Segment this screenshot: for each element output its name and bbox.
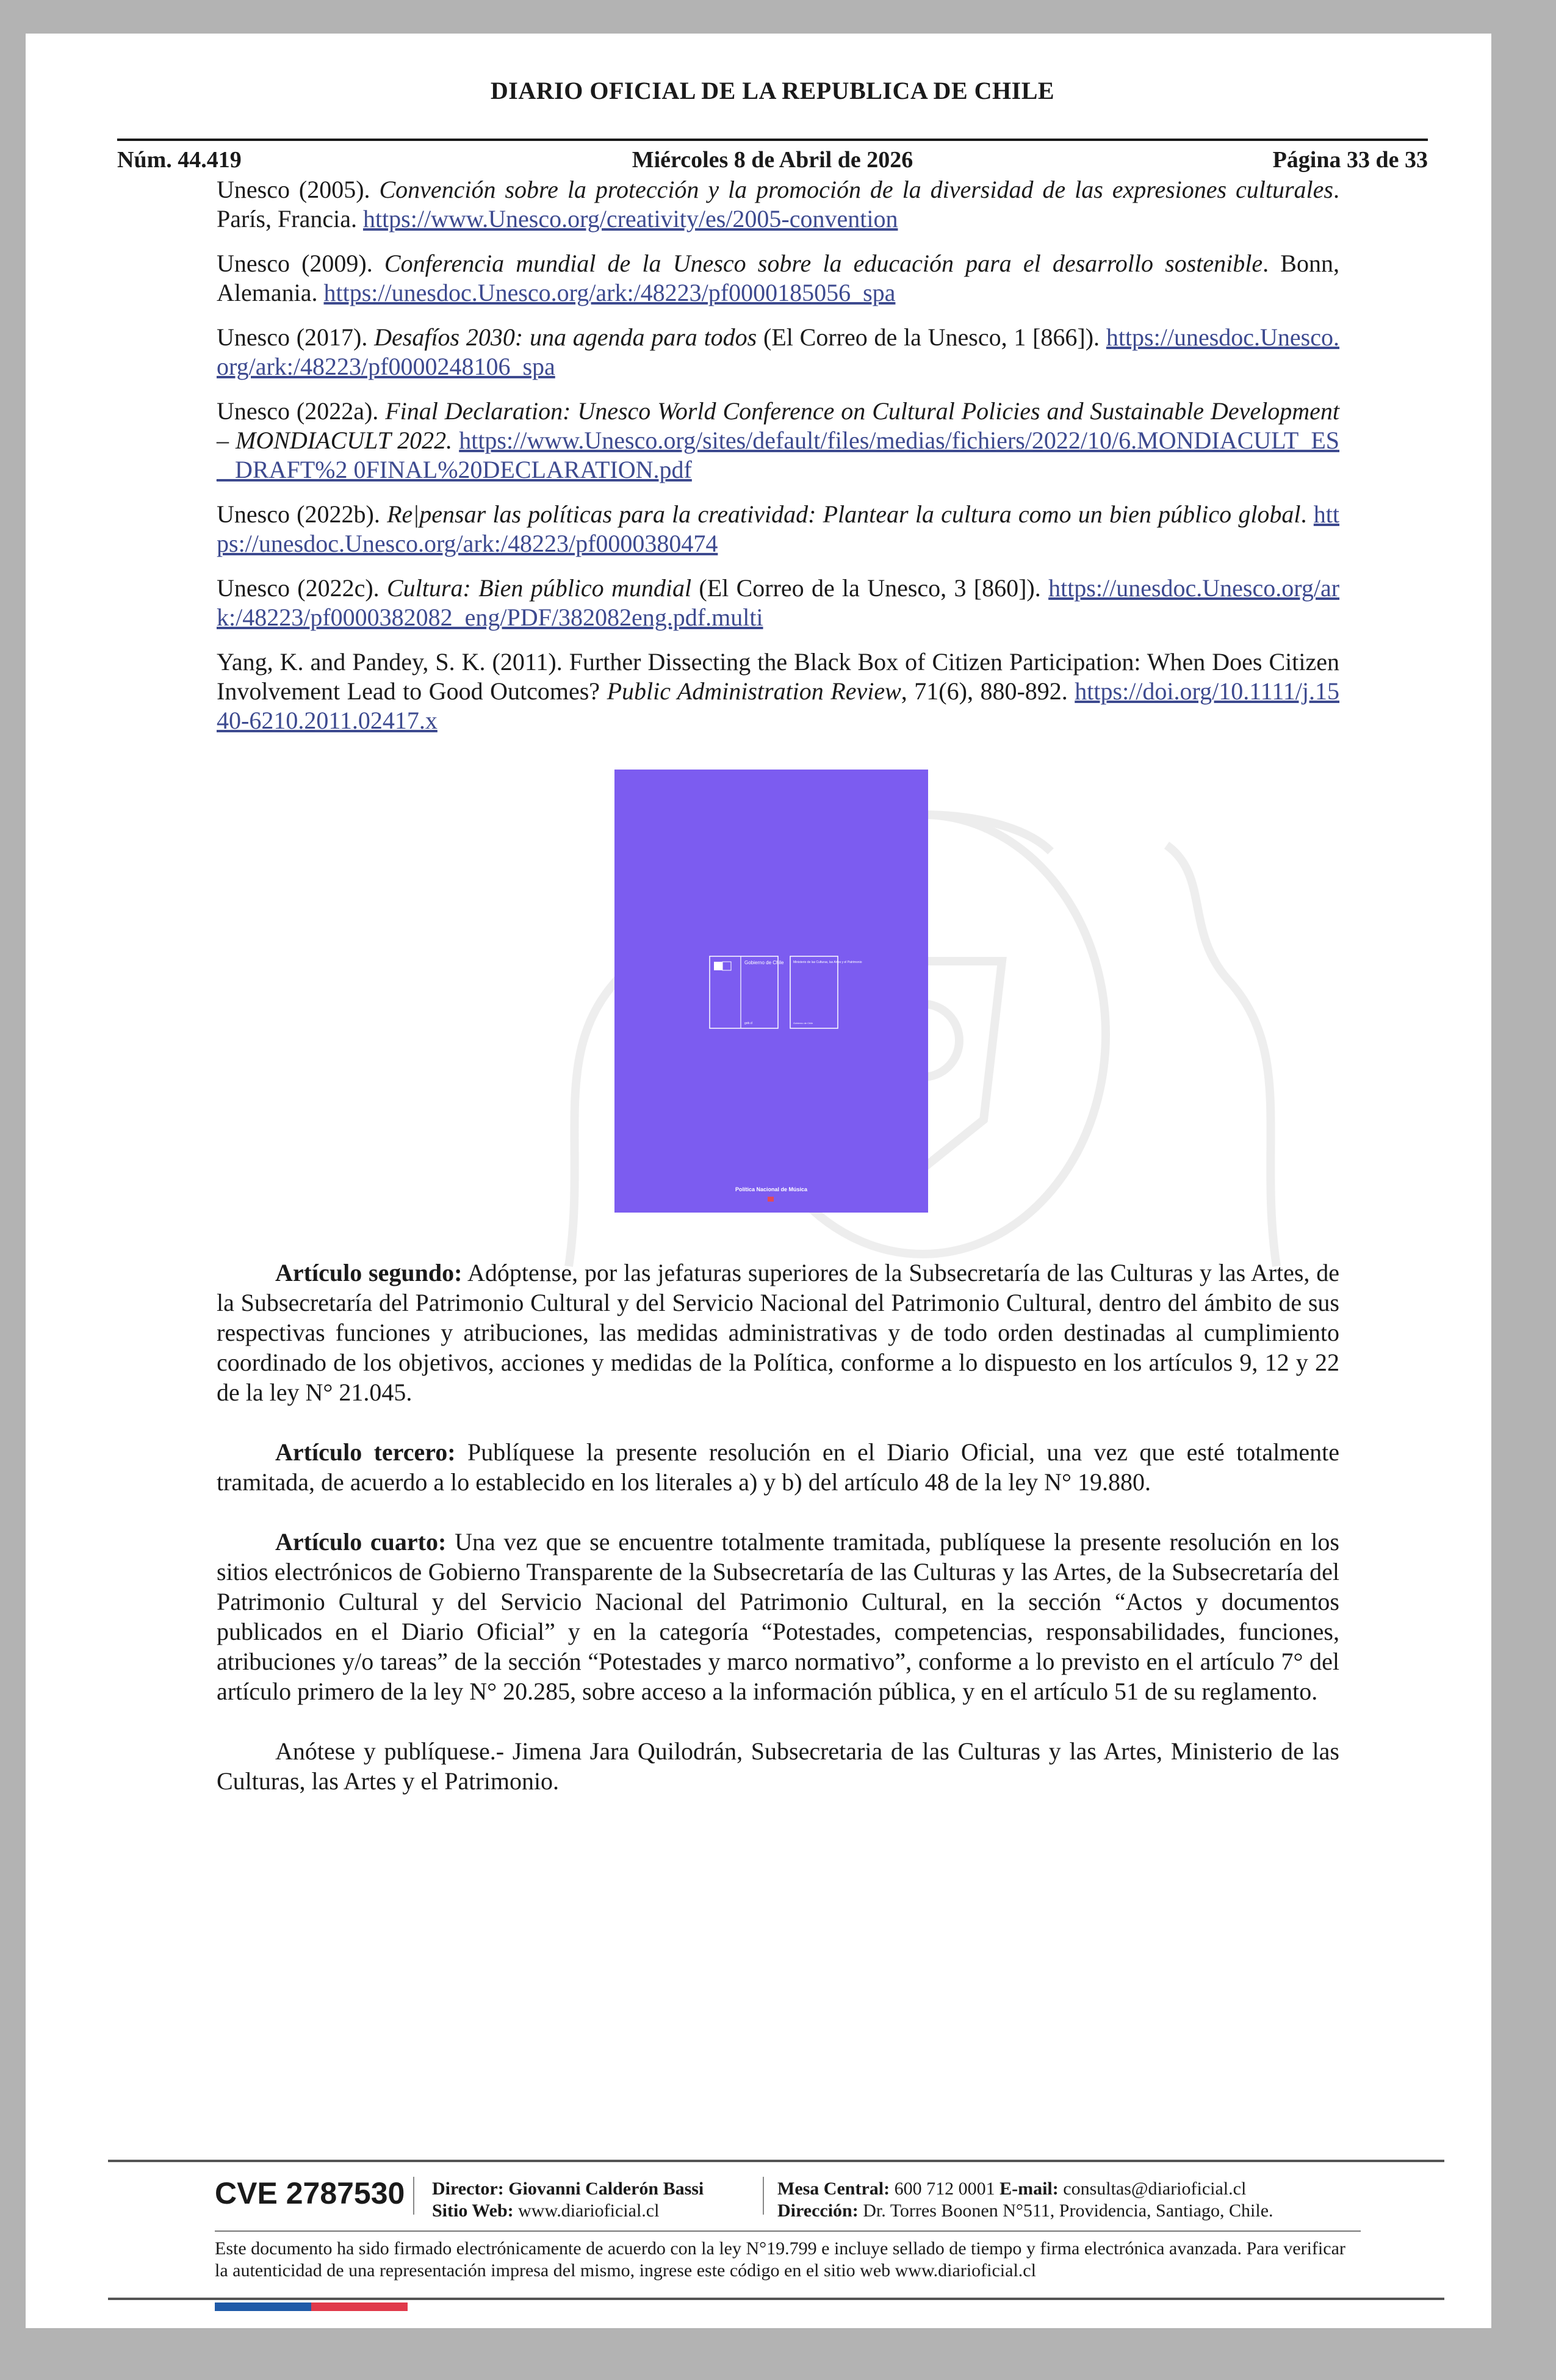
reference-lead: Unesco (2022a). bbox=[217, 397, 386, 425]
director-name: Giovanni Calderón Bassi bbox=[503, 2179, 704, 2199]
reference-item bbox=[217, 323, 1339, 381]
issue-number: Núm. 44.419 bbox=[117, 147, 242, 173]
reference-lead: Unesco (2005). bbox=[217, 176, 380, 203]
reference-link[interactable]: https://unesdoc.Unesco.org/ark:/48223/pf0000248106_spa bbox=[217, 323, 1339, 380]
reference-link[interactable]: https://unesdoc.Unesco.org/ark:/48223/pf0000185056_spa bbox=[323, 279, 896, 306]
reference-item bbox=[217, 175, 1339, 234]
reference-lead: Unesco (2009). bbox=[217, 250, 384, 277]
issue-date: Miércoles 8 de Abril de 2026 bbox=[632, 147, 913, 173]
reference-details: (El Correo de la Unesco, 1 [866]). bbox=[757, 323, 1106, 351]
reference-details: , 71(6), 880-892. bbox=[901, 677, 1075, 705]
reference-title: Cultura: Bien público mundial bbox=[386, 574, 692, 602]
website-value[interactable]: www.diarioficial.cl bbox=[513, 2201, 660, 2221]
article-heading: Artículo segundo: bbox=[275, 1259, 463, 1286]
cover-title: Política Nacional de Música bbox=[735, 1186, 808, 1192]
page-number: Página 33 de 33 bbox=[1272, 147, 1428, 173]
reference-item bbox=[217, 397, 1339, 485]
footer-divider-mid bbox=[215, 2230, 1361, 2232]
website-label: Sitio Web: bbox=[432, 2201, 514, 2221]
article-paragraph bbox=[217, 1258, 1339, 1407]
reference-link[interactable]: https://doi.org/10.1111/j.1540-6210.2011.02417.x bbox=[217, 677, 1340, 734]
reference-title: Final Declaration: Unesco World Conference on Cultural Policies and Sustainable Development – MONDIACULT 2022. bbox=[217, 397, 1339, 454]
government-logo-icon bbox=[709, 956, 862, 1029]
reference-lead: Unesco (2017). bbox=[217, 323, 375, 351]
reference-details: . París, Francia. bbox=[217, 176, 1339, 233]
footer-separator bbox=[413, 2177, 414, 2215]
header-divider bbox=[117, 139, 1428, 141]
article-body: Adóptense, por las jefaturas superiores de la Subsecretaría de las Culturas y las Artes, de la Subsecretaría del Patrimonio Cultural y del Servicio Nacional del Patrimonio Cultural, dentro del ámbito de sus respectivas funciones y atribuciones, las medidas administrativas y de todo orden destinadas al cumplimiento coordinado de los objetivos, acciones y medidas de la Política, conforme a lo dispuesto en los artículos 9, 12 y 22 de la ley N° 21.045. bbox=[217, 1259, 1339, 1406]
reference-item bbox=[217, 647, 1339, 735]
reference-link[interactable]: https://unesdoc.Unesco.org/ark:/48223/pf0000382082_eng/PDF/382082eng.pdf.multi bbox=[217, 574, 1340, 631]
reference-item bbox=[217, 574, 1339, 632]
flag-stripe-blue bbox=[215, 2302, 311, 2311]
reference-link[interactable]: https://www.Unesco.org/creativity/es/2005-convention bbox=[362, 205, 898, 233]
footer-divider-bottom bbox=[108, 2298, 1444, 2300]
reference-lead: Unesco (2022c). bbox=[217, 574, 387, 602]
cover-logo-right-small: Gobierno de Chile bbox=[793, 1022, 813, 1025]
reference-link[interactable]: https://www.Unesco.org/sites/default/files/medias/fichiers/2022/10/6.MONDIACULT_ES_ DRAFT%2 0FINAL%20DECLARATION.pdf bbox=[217, 427, 1340, 483]
page-header bbox=[117, 76, 1428, 180]
reference-details: . Bonn, Alemania. bbox=[217, 250, 1339, 306]
reference-details: . bbox=[1300, 500, 1314, 528]
flag-stripe-red bbox=[311, 2302, 408, 2311]
reference-title: Conferencia mundial de la Unesco sobre la educación para el desarrollo sostenible bbox=[384, 250, 1263, 277]
reference-title: Public Administration Review bbox=[607, 677, 901, 705]
address-value: Dr. Torres Boonen N°511, Providencia, Santiago, Chile. bbox=[858, 2201, 1273, 2221]
reference-title: Convención sobre la protección y la promoción de la diversidad de las expresiones culturales bbox=[379, 176, 1333, 203]
reference-item bbox=[217, 249, 1339, 308]
phone-value: 600 712 0001 bbox=[890, 2179, 1000, 2199]
footer-contact-info bbox=[777, 2178, 1273, 2222]
reference-title: Desafíos 2030: una agenda para todos bbox=[374, 323, 757, 351]
phone-label: Mesa Central: bbox=[777, 2179, 890, 2199]
reference-item bbox=[217, 500, 1339, 558]
article-body: Una vez que se encuentre totalmente tramitada, publíquese la presente resolución en los sitios electrónicos de Gobierno Transparente de la Subsecretaría de las Culturas y las Artes, de la Subsecretaría del Patrimonio Cultural y del Servicio Nacional del Patrimonio Cultural, en la sección “Actos y documentos publicados en el Diario Oficial” y en la categoría “Potestades, competencias, responsabilidades, funciones, atribuciones y/o tareas” de la sección “Potestades y marco normativo”, conforme a lo previsto en el artículo 7° del artículo primero de la ley N° 20.285, sobre acceso a la información pública, y en el artículo 51 de su reglamento. bbox=[217, 1528, 1339, 1705]
reference-list bbox=[217, 175, 1339, 751]
article-paragraph bbox=[217, 1437, 1339, 1497]
footer-divider-top bbox=[108, 2160, 1444, 2162]
email-value[interactable]: consultas@diarioficial.cl bbox=[1058, 2179, 1247, 2199]
reference-lead: Unesco (2022b). bbox=[217, 500, 387, 528]
newspaper-title: DIARIO OFICIAL DE LA REPUBLICA DE CHILE bbox=[490, 77, 1055, 104]
footer-separator bbox=[763, 2177, 764, 2215]
reference-title: Re|pensar las políticas para la creatividad: Plantear la cultura como un bien público global bbox=[387, 500, 1301, 528]
article-body: Publíquese la presente resolución en el Diario Oficial, una vez que esté totalmente tramitada, de acuerdo a lo establecido en los literales a) y b) del artículo 48 de la ley N° 19.880. bbox=[217, 1438, 1339, 1496]
reference-details bbox=[452, 427, 459, 454]
cve-code: CVE 2787530 bbox=[215, 2176, 405, 2210]
policy-cover-image bbox=[614, 770, 928, 1213]
cover-logo-left-text: Gobierno de Chile bbox=[744, 960, 784, 965]
email-label: E-mail: bbox=[1000, 2179, 1059, 2199]
cover-logo-left-small: gob.cl bbox=[744, 1022, 753, 1025]
article-paragraph bbox=[217, 1527, 1339, 1706]
reference-link[interactable]: https://unesdoc.Unesco.org/ark:/48223/pf0000380474 bbox=[217, 500, 1340, 557]
document-page bbox=[26, 34, 1491, 2328]
resolution-articles bbox=[217, 1258, 1339, 1826]
director-label: Director: bbox=[432, 2179, 504, 2199]
signature-notice: Este documento ha sido firmado electrónicamente de acuerdo con la ley N°19.799 e incluye sellado de tiempo y firma electrónica avanzada. Para verificar la autenticidad de una representación impresa del mismo, ingrese este código en el sitio web www.diarioficial.cl bbox=[215, 2238, 1345, 2281]
article-heading: Artículo tercero: bbox=[275, 1438, 456, 1466]
reference-details: (El Correo de la Unesco, 3 [860]). bbox=[691, 574, 1049, 602]
reference-lead: Yang, K. and Pandey, S. K. (2011). Further Dissecting the Black Box of Citizen Participation: When Does Citizen Involvement Lead to Good Outcomes? bbox=[217, 648, 1339, 705]
footer-director-info bbox=[432, 2178, 704, 2222]
cover-logo-right-text: Ministerio de las Culturas, las Artes y el Patrimonio bbox=[793, 961, 862, 964]
cover-accent-mark bbox=[768, 1197, 774, 1202]
closing-paragraph: Anótese y publíquese.- Jimena Jara Quilodrán, Subsecretaria de las Culturas y las Artes, Ministerio de las Culturas, las Artes y el Patrimonio. bbox=[217, 1737, 1339, 1795]
address-label: Dirección: bbox=[777, 2201, 859, 2221]
article-heading: Artículo cuarto: bbox=[275, 1528, 447, 1556]
